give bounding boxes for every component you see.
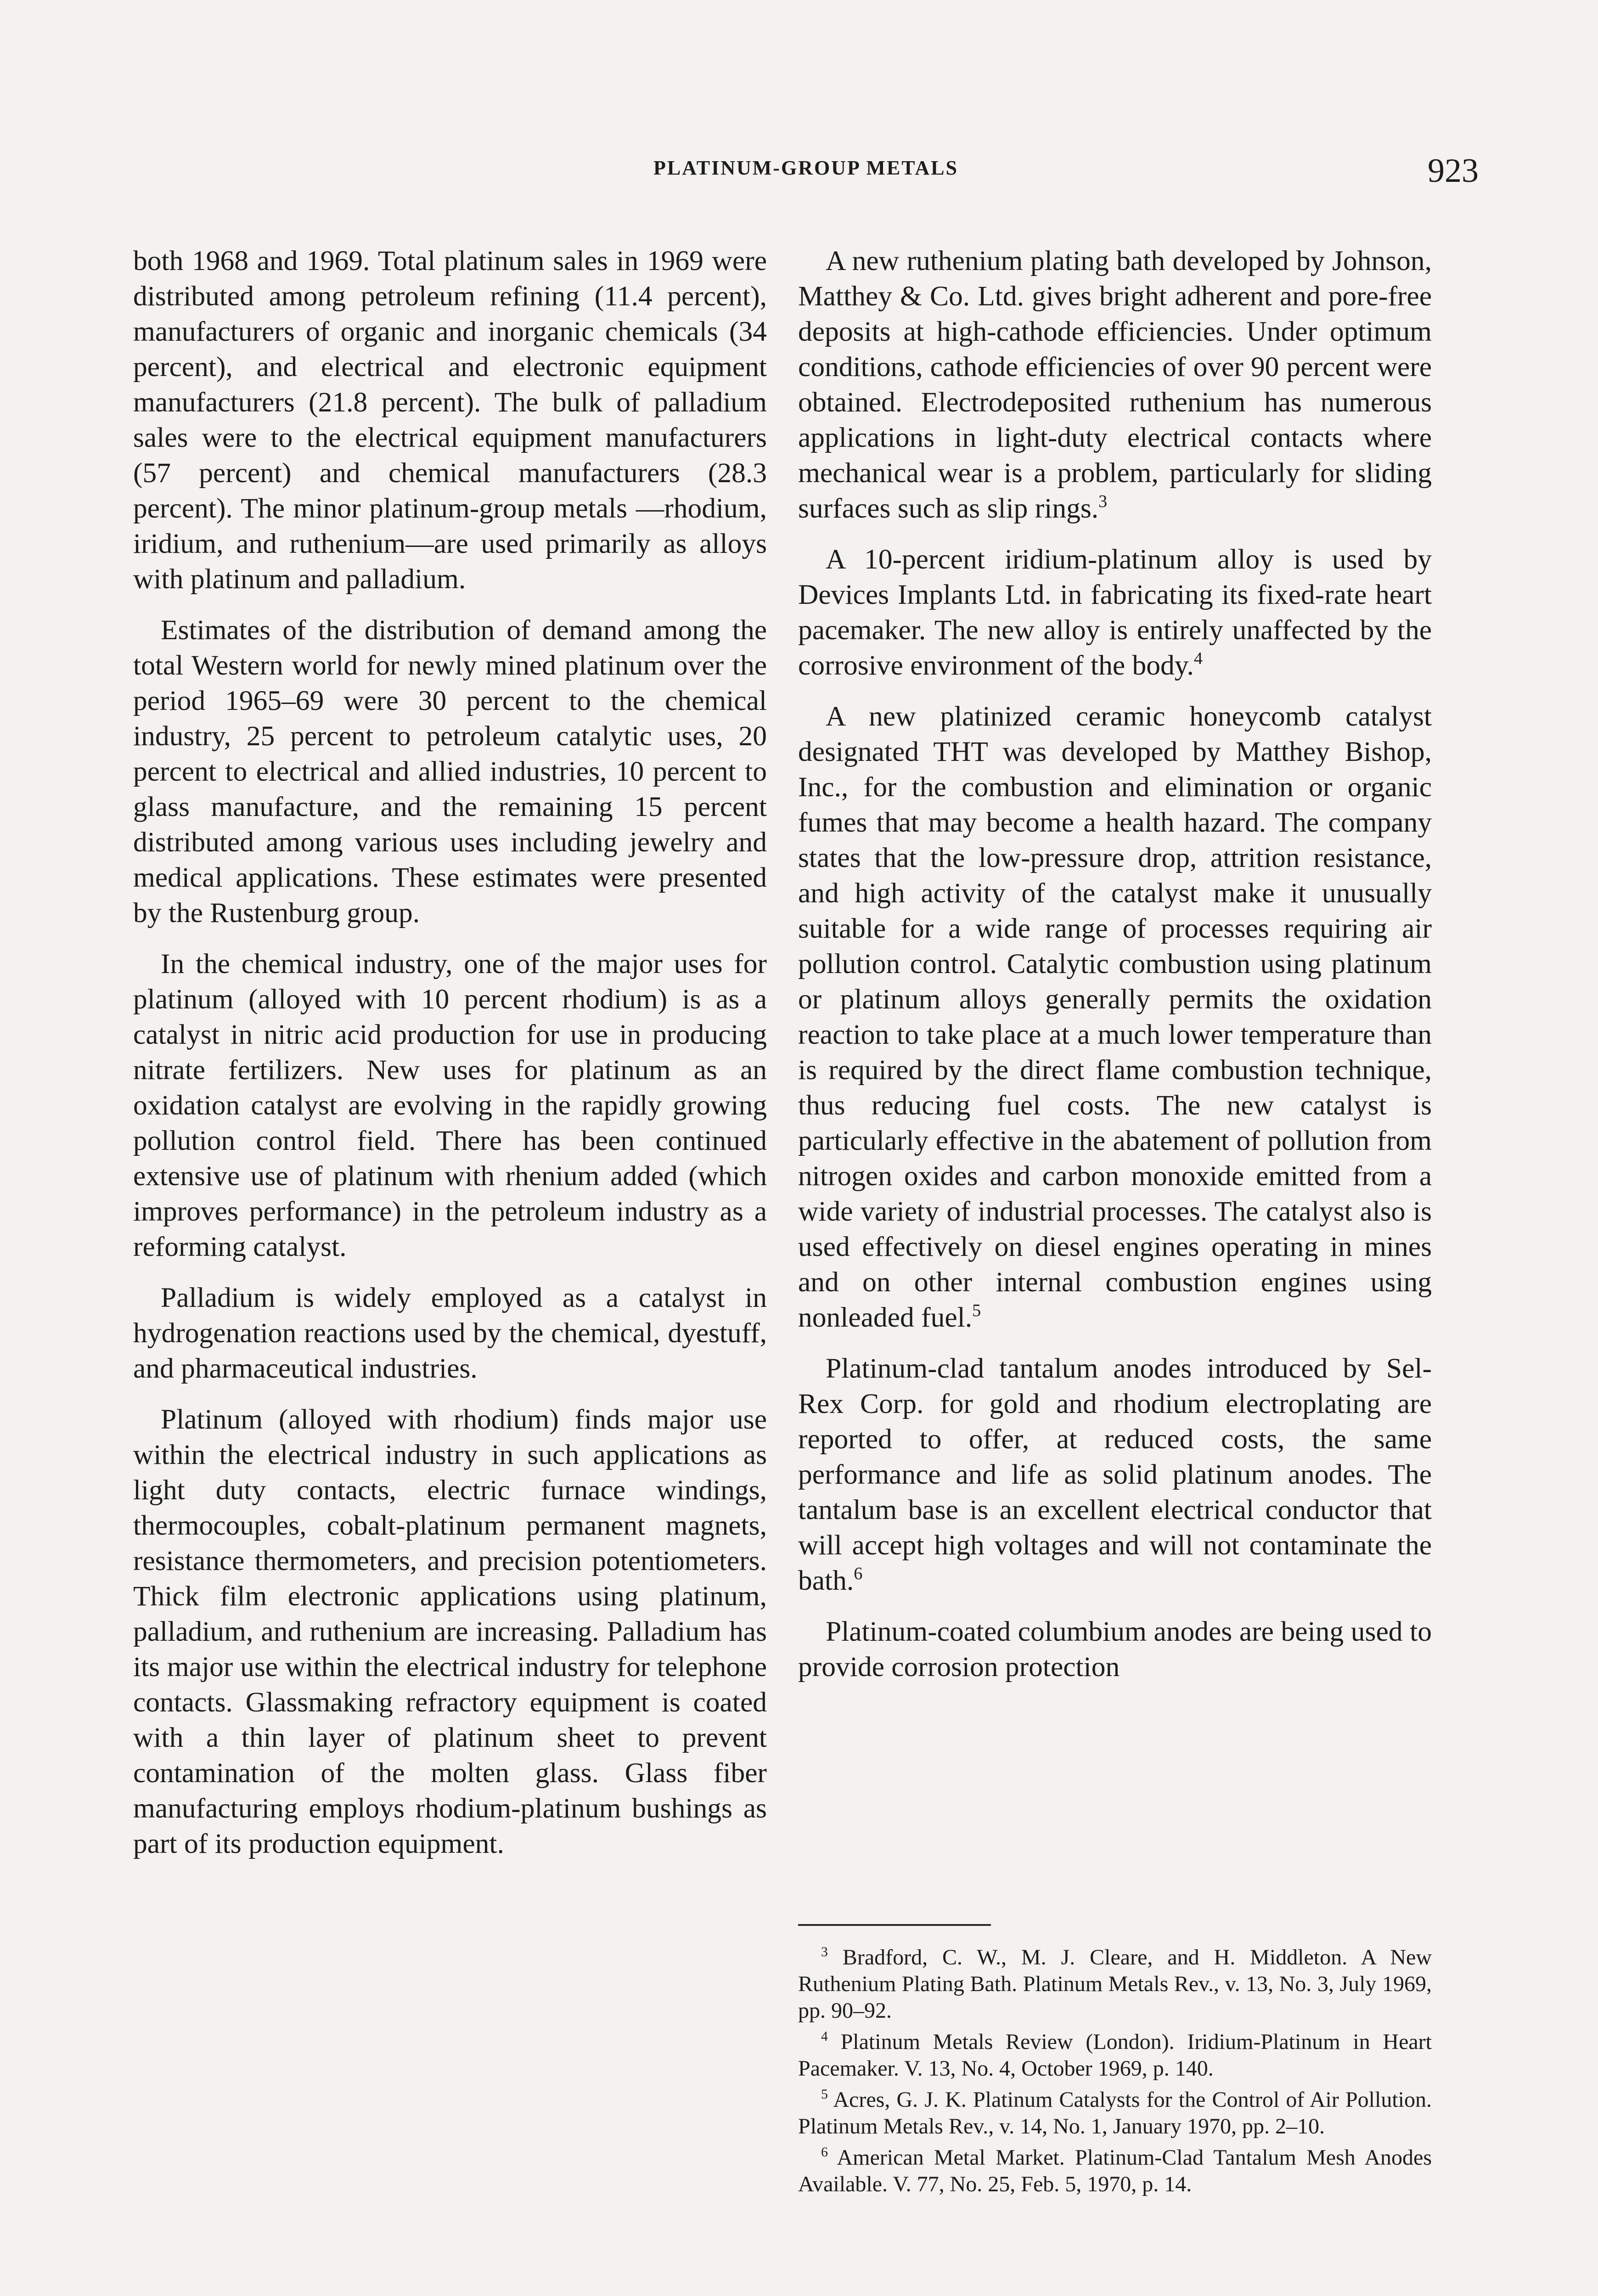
footnote-6 bbox=[798, 2144, 1432, 2198]
right-paragraph-2 bbox=[798, 542, 1432, 683]
footnote-rule bbox=[798, 1924, 991, 1926]
footnote-text: Bradford, C. W., M. J. Cleare, and H. Middleton. A New Ruthenium Plating Bath. Platinum Metals Rev., v. 13, No. 3, July 1969, pp. 90–92. bbox=[798, 1945, 1432, 2023]
paragraph-text: Platinum-clad tantalum anodes introduced by Sel-Rex Corp. for gold and rhodium electroplating are reported to offer, at reduced costs, the same performance and life as solid platinum anodes. The tantalum base is an excellent electrical conductor that will accept high voltages and will not contaminate the bath. bbox=[798, 1353, 1432, 1596]
footnote-ref-5: 5 bbox=[972, 1301, 981, 1321]
page-header bbox=[133, 152, 1479, 193]
paragraph-text: Platinum-coated columbium anodes are being used to provide corrosion protection bbox=[798, 1616, 1432, 1683]
footnote-mark: 6 bbox=[821, 2144, 828, 2160]
running-title: PLATINUM-GROUP METALS bbox=[653, 157, 958, 179]
left-paragraph-4: Palladium is widely employed as a catalyst in hydrogenation reactions used by the chemical, dyestuff, and pharmaceutical industries. bbox=[133, 1282, 767, 1384]
left-column bbox=[133, 243, 767, 1877]
paragraph-text: A new ruthenium plating bath developed by Johnson, Matthey & Co. Ltd. gives bright adherent and pore-free deposits at high-cathode efficiencies. Under optimum conditions, cathode efficiencies of over 90 percent were obtained. Electrodeposited ruthenium has numerous applications in light-duty electrical contacts where mechanical wear is a problem, particularly for sliding surfaces such as slip rings. bbox=[798, 245, 1432, 524]
right-column bbox=[798, 243, 1432, 1700]
footnote-mark: 5 bbox=[821, 2087, 828, 2102]
footnote-ref-3: 3 bbox=[1098, 492, 1108, 512]
footnote-text: American Metal Market. Platinum-Clad Tantalum Mesh Anodes Available. V. 77, No. 25, Feb. 5, 1970, p. 14. bbox=[798, 2145, 1432, 2196]
footnote-text: Acres, G. J. K. Platinum Catalysts for the Control of Air Pollution. Platinum Metals Rev., v. 14, No. 1, January 1970, pp. 2–10. bbox=[798, 2088, 1432, 2138]
footnote-mark: 4 bbox=[821, 2029, 828, 2044]
left-paragraph-3: In the chemical industry, one of the major uses for platinum (alloyed with 10 percent rhodium) is as a catalyst in nitric acid production for use in producing nitrate fertilizers. New uses for platinum as an oxidation catalyst are evolving in the rapidly growing pollution control field. There has been continued extensive use of platinum with rhenium added (which improves performance) in the petroleum industry as a reforming catalyst. bbox=[133, 948, 767, 1262]
footnote-ref-6: 6 bbox=[854, 1564, 863, 1584]
footnote-mark: 3 bbox=[821, 1944, 828, 1960]
footnote-text: Platinum Metals Review (London). Iridium-Platinum in Heart Pacemaker. V. 13, No. 4, October 1969, p. 140. bbox=[798, 2030, 1432, 2081]
footnote-5 bbox=[798, 2087, 1432, 2140]
right-paragraph-3 bbox=[798, 699, 1432, 1335]
paragraph-text: A new platinized ceramic honeycomb catalyst designated THT was developed by Matthey Bishop, Inc., for the combustion and elimination or organic fumes that may become a health hazard. The company states that the low-pressure drop, attrition resistance, and high activity of the catalyst make it unusually suitable for a wide range of processes requiring air pollution control. Catalytic combustion using platinum or platinum alloys generally permits the oxidation reaction to take place at a much lower temperature than is required by the direct flame combustion technique, thus reducing fuel costs. The new catalyst is particularly effective in the abatement of pollution from nitrogen oxides and carbon monoxide emitted from a wide variety of industrial processes. The catalyst also is used effectively on diesel engines operating in mines and on other internal combustion engines using nonleaded fuel. bbox=[798, 701, 1432, 1333]
paragraph-text: A 10-percent iridium-platinum alloy is used by Devices Implants Ltd. in fabricating its fixed-rate heart pacemaker. The new alloy is entirely unaffected by the corrosive environment of the body. bbox=[798, 544, 1432, 681]
page-number: 923 bbox=[1428, 152, 1479, 190]
footnote-3 bbox=[798, 1944, 1432, 2024]
left-paragraph-1: both 1968 and 1969. Total platinum sales in 1969 were distributed among petroleum refining (11.4 percent), manufacturers of organic and inorganic chemicals (34 percent), and electrical and electronic equipment manufacturers (21.8 percent). The bulk of palladium sales were to the electrical equipment manufacturers (57 percent) and chemical manufacturers (28.3 percent). The minor platinum-group metals —rhodium, iridium, and ruthenium—are used primarily as alloys with platinum and palladium. bbox=[133, 245, 767, 595]
footnote-ref-4: 4 bbox=[1193, 649, 1203, 669]
right-paragraph-1 bbox=[798, 243, 1432, 526]
left-paragraph-2: Estimates of the distribution of demand among the total Western world for newly mined platinum over the period 1965–69 were 30 percent to the chemical industry, 25 percent to petroleum catalytic uses, 20 percent to electrical and allied industries, 10 percent to glass manufacture, and the remaining 15 percent distributed among various uses including jewelry and medical applications. These estimates were presented by the Rustenburg group. bbox=[133, 614, 767, 929]
footnote-4 bbox=[798, 2029, 1432, 2082]
right-paragraph-5 bbox=[798, 1614, 1432, 1685]
right-paragraph-4 bbox=[798, 1351, 1432, 1598]
footnotes bbox=[798, 1924, 1432, 2202]
left-paragraph-5: Platinum (alloyed with rhodium) finds major use within the electrical industry in such applications as light duty contacts, electric furnace windings, thermocouples, cobalt-platinum permanent magnets, resistance thermometers, and precision potentiometers. Thick film electronic applications using platinum, palladium, and ruthenium are increasing. Palladium has its major use within the electrical industry for telephone contacts. Glassmaking refractory equipment is coated with a thin layer of platinum sheet to prevent contamination of the molten glass. Glass fiber manufacturing employs rhodium-platinum bushings as part of its production equipment. bbox=[133, 1404, 767, 1859]
